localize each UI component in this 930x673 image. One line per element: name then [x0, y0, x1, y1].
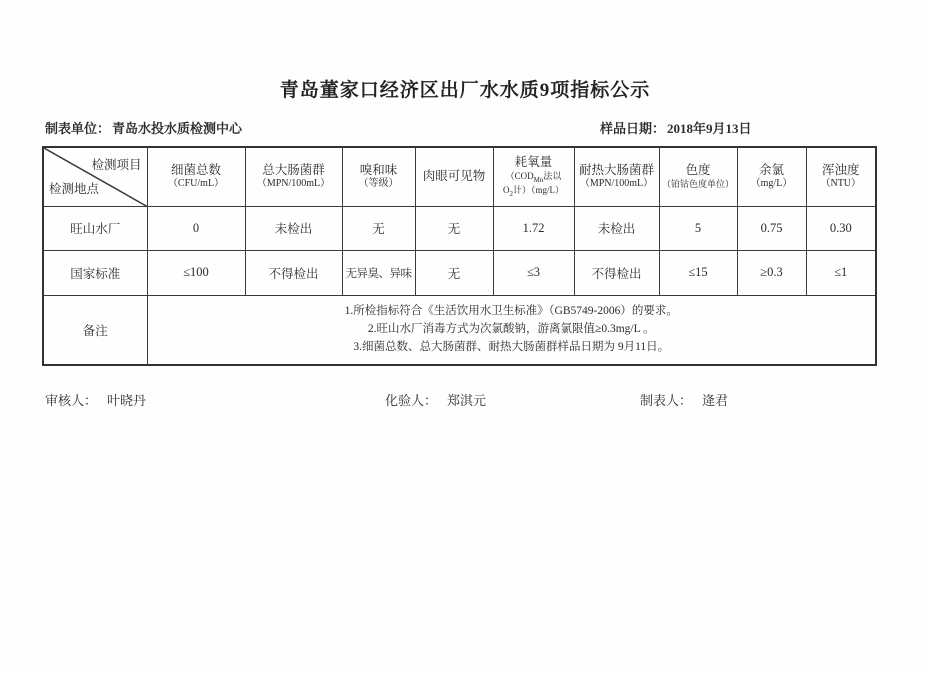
page-title: 青岛董家口经济区出厂水水质9项指标公示 [279, 80, 651, 101]
header-odor-taste: 嗅和味 （等级） [342, 147, 415, 206]
value-cell: 不得检出 [574, 250, 659, 295]
value-cell: ≥0.3 [737, 250, 806, 295]
maker-value: 青岛水投水质检测中心 [112, 121, 243, 136]
header-residual-chlorine: 余氯 （mg/L） [737, 147, 806, 206]
preparer [640, 390, 728, 409]
sample-date-label: 样品日期： [600, 121, 666, 136]
value-cell: 无 [415, 206, 493, 250]
remark-line: 2.旺山水厂消毒方式为次氯酸钠，游离氯限值≥0.3mg/L 。 [367, 322, 655, 335]
header-row [43, 147, 876, 206]
value-cell: 不得检出 [245, 250, 342, 295]
corner-label-site: 检测地点 [49, 181, 100, 196]
value-cell: 未检出 [245, 206, 342, 250]
value-cell: 无 [342, 206, 415, 250]
value-cell: 5 [659, 206, 737, 250]
sample-date [600, 118, 752, 137]
value-cell: ≤1 [806, 250, 876, 295]
header-chroma: 色度 （铂钴色度单位） [659, 147, 737, 206]
value-cell: ≤15 [659, 250, 737, 295]
remarks-label: 备注 [43, 295, 147, 365]
header-oxygen-consumption: 耗氧量 （$COD_{Mn}$法以 $O_2$计）（mg/L） [493, 147, 574, 206]
header-bacteria-count: 细菌总数 （CFU/mL） [147, 147, 245, 206]
tester-name: 郑淇元 [447, 393, 487, 408]
header-thermotolerant-coliform: 耐热大肠菌群 （MPN/100mL） [574, 147, 659, 206]
sample-date-value: 2018年9月13日 [667, 121, 752, 136]
header-visible-matter: 肉眼可见物 [415, 147, 493, 206]
table-row-wangshan [43, 206, 876, 250]
header-total-coliform: 总大肠菌群 （MPN/100mL） [245, 147, 342, 206]
reviewer [45, 390, 146, 409]
tester [385, 390, 486, 409]
tester-label: 化验人： [385, 393, 438, 408]
value-cell: 无 [415, 250, 493, 295]
header-turbidity: 浑浊度 （NTU） [806, 147, 876, 206]
corner-label-items: 检测项目 [91, 158, 142, 172]
value-cell: 0 [147, 206, 245, 250]
value-cell: 未检出 [574, 206, 659, 250]
remark-line: 1.所检指标符合《生活饮用水卫生标准》（GB5749-2006）的要求。 [344, 305, 678, 318]
remarks-row [43, 295, 876, 365]
signature-row [0, 390, 930, 410]
value-cell: ≤100 [147, 250, 245, 295]
remarks-body [147, 295, 876, 365]
value-cell: ≤3 [493, 250, 574, 295]
site-name: 国家标准 [43, 250, 147, 295]
preparer-label: 制表人： [640, 393, 693, 408]
site-name: 旺山水厂 [43, 206, 147, 250]
table-row-national-standard [43, 250, 876, 295]
corner-cell [43, 147, 147, 206]
info-row [0, 118, 930, 138]
remark-line: 3.细菌总数、总大肠菌群、耐热大肠菌群样品日期为 9月11日。 [353, 340, 670, 353]
preparer-name: 逄君 [702, 393, 729, 408]
water-quality-table [42, 146, 877, 366]
value-cell: 0.30 [806, 206, 876, 250]
value-cell: 1.72 [493, 206, 574, 250]
value-cell: 0.75 [737, 206, 806, 250]
maker-unit [45, 118, 242, 137]
value-cell: 无异臭、异味 [342, 250, 415, 295]
reviewer-name: 叶晓丹 [107, 393, 147, 408]
maker-label: 制表单位： [45, 121, 111, 136]
reviewer-label: 审核人： [45, 393, 98, 408]
